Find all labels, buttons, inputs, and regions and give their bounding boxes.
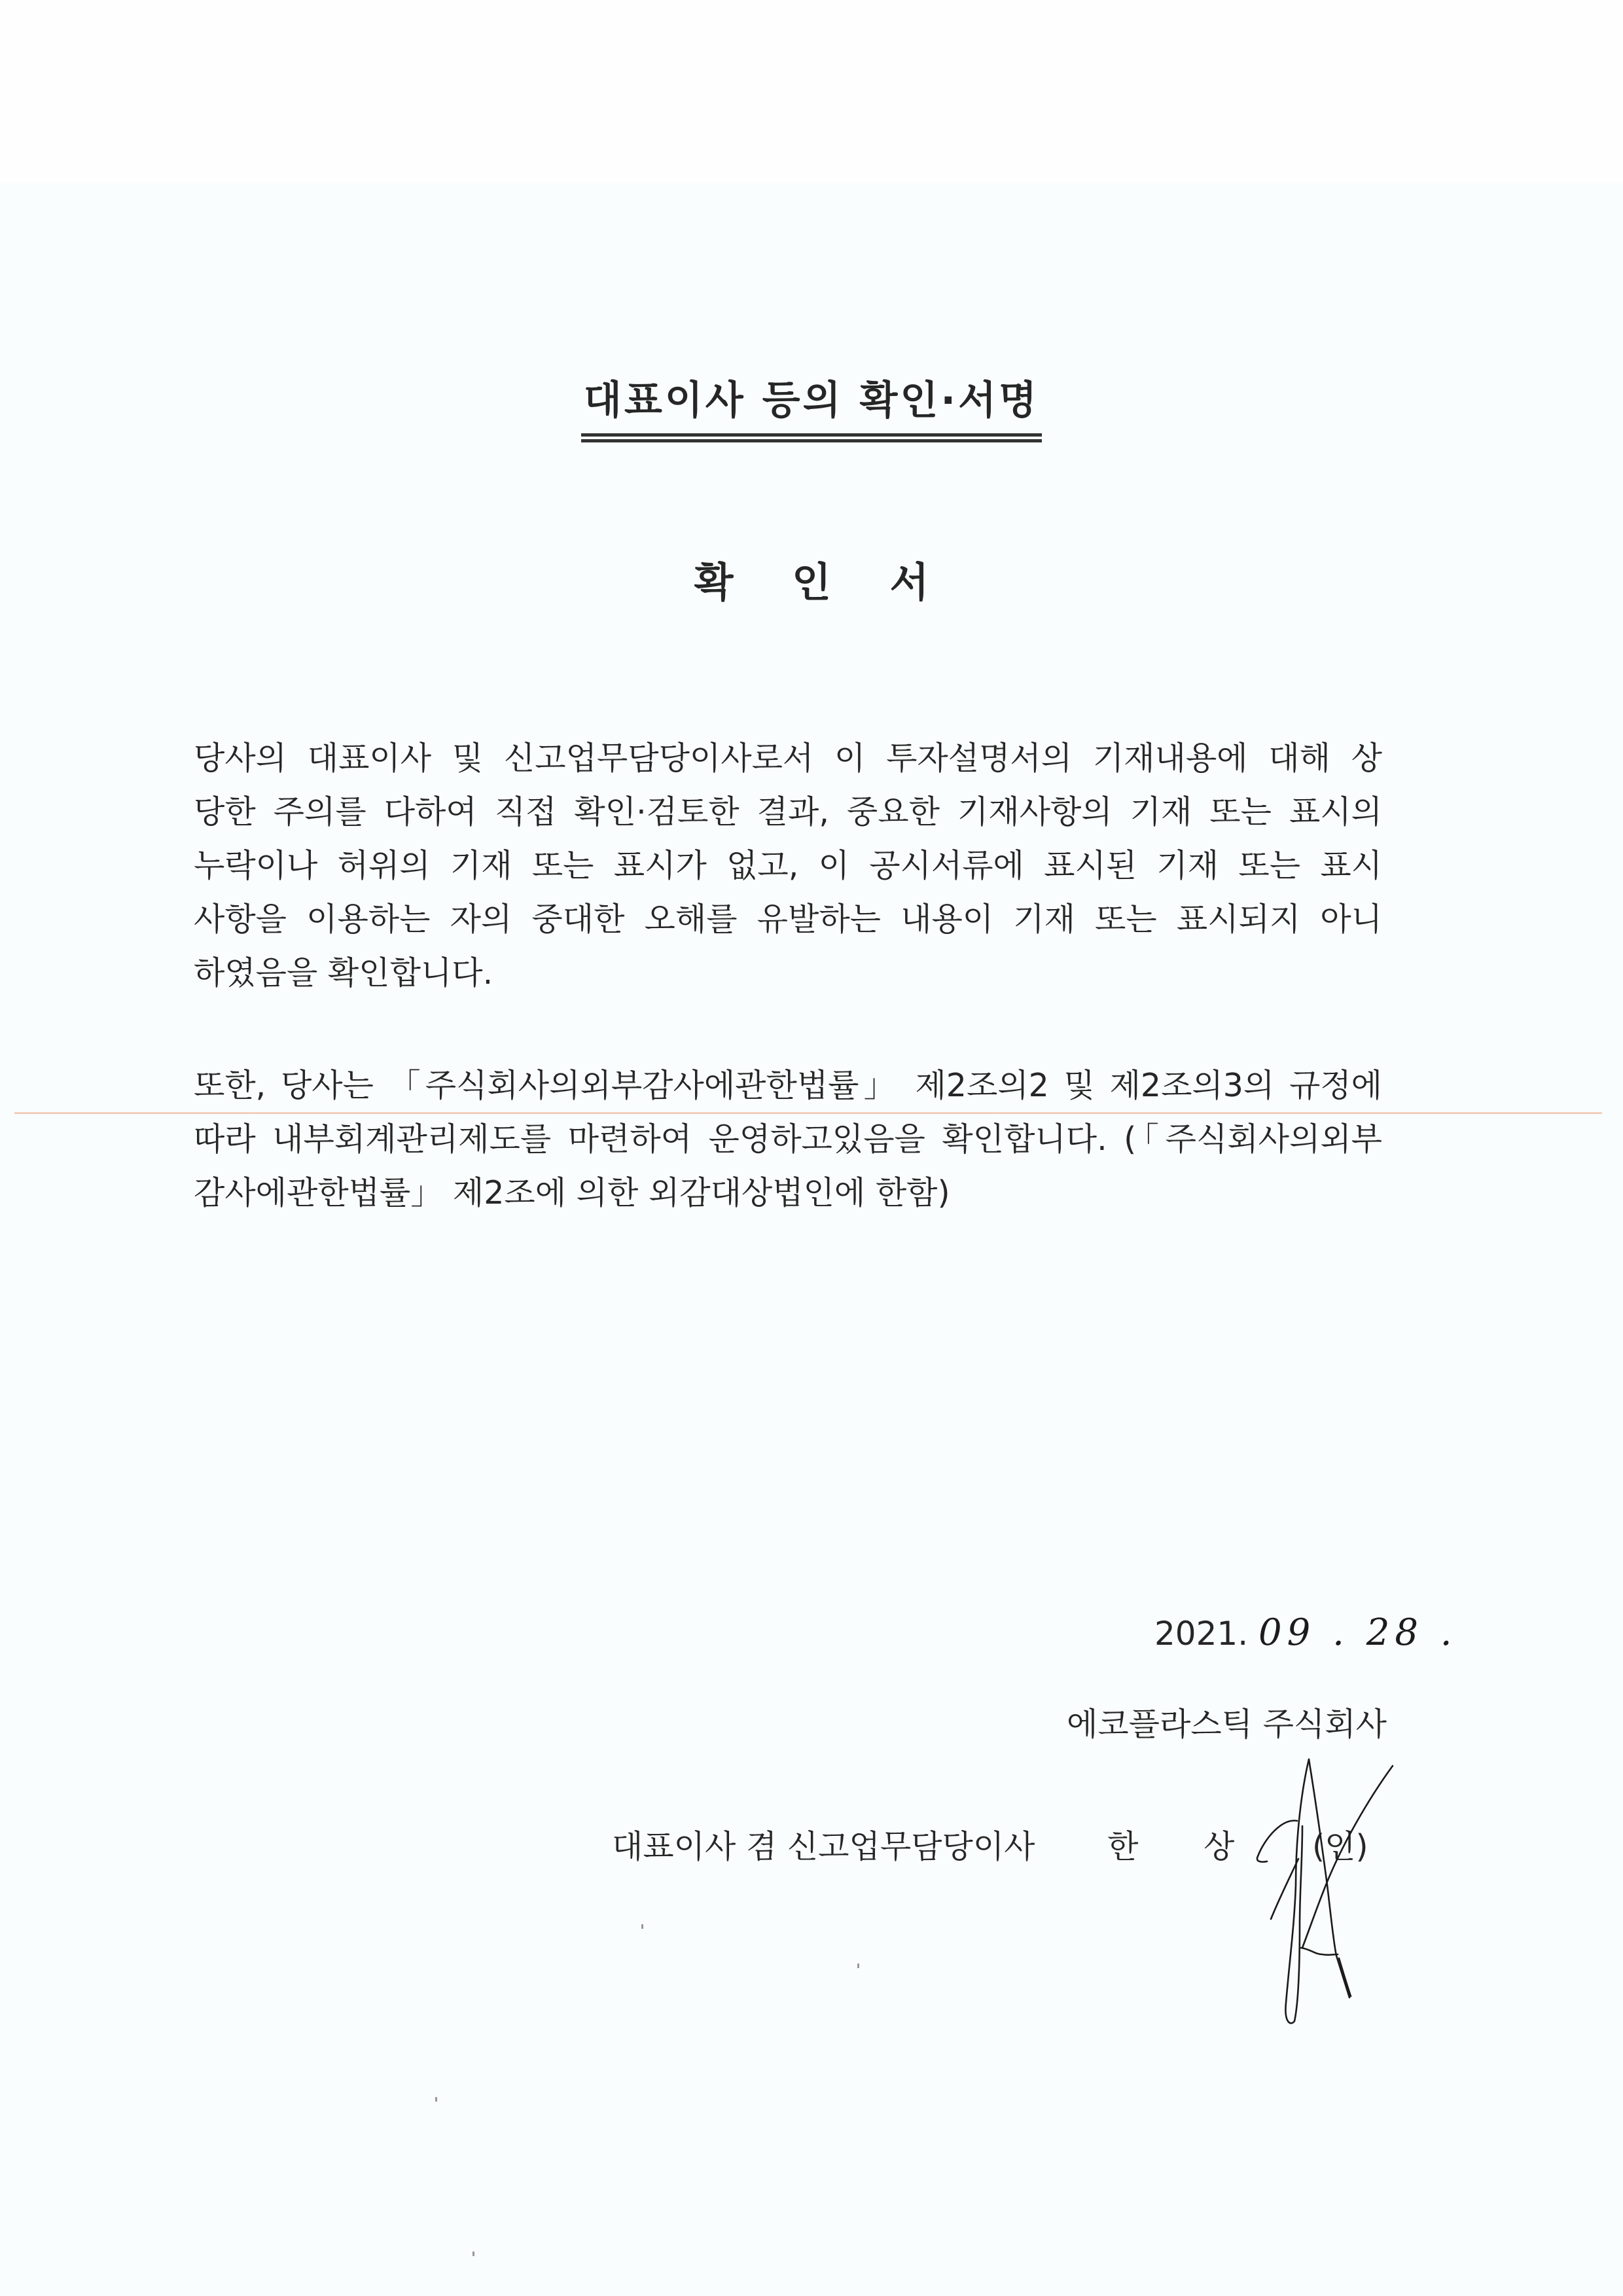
- signer-title: 대표이사 겸 신고업무담당이사: [612, 1828, 1035, 1865]
- confirmation-paragraph: [194, 732, 1382, 1000]
- paragraph-line: 감사에관한법률」 제2조에 의한 외감대상법인에 한함): [194, 1174, 950, 1211]
- document-subtitle: 확 인 서: [694, 558, 952, 606]
- paragraph-line: 당한 주의를 다하여 직접 확인·검토한 결과, 중요한 기재사항의 기재 또는 표시의: [194, 793, 1382, 831]
- signing-date: [1154, 1610, 1457, 1657]
- date-handwritten-month-day: 09 . 28 .: [1258, 1611, 1457, 1654]
- paragraph-line: 누락이나 허위의 기재 또는 표시가 없고, 이 공시서류에 표시된 기재 또는 표시: [194, 847, 1382, 884]
- signer-line: [612, 1824, 1262, 1870]
- company-name: 에코플라스틱 주식회사: [1067, 1706, 1387, 1743]
- scan-speck: [641, 1924, 643, 1929]
- scan-speck: [857, 1964, 859, 1968]
- paragraph-line: 또한, 당사는 「주식회사의외부감사에관한법률」 제2조의2 및 제2조의3의 규정에: [194, 1067, 1382, 1104]
- paragraph-line: 따라 내부회계관리제도를 마련하여 운영하고있음을 확인합니다. (「주식회사의외부: [194, 1121, 1382, 1158]
- scanner-artifact-line: [14, 1112, 1602, 1114]
- paragraph-line: 당사의 대표이사 및 신고업무담당이사로서 이 투자설명서의 기재내용에 대해 상: [194, 740, 1382, 777]
- handwritten-signature-icon: [1204, 1728, 1414, 2029]
- paragraph-line: 사항을 이용하는 자의 중대한 오해를 유발하는 내용이 기재 또는 표시되지 아니: [194, 901, 1382, 938]
- signer-name: 한 상: [1107, 1828, 1262, 1865]
- document-title: [0, 374, 1623, 442]
- seal-placeholder: (인): [1312, 1828, 1368, 1865]
- document-title-text: 대표이사 등의 확인·서명: [581, 374, 1042, 442]
- date-year: 2021.: [1154, 1615, 1249, 1653]
- scan-speck: [435, 2097, 437, 2102]
- scan-speck: [473, 2251, 474, 2256]
- paragraph-line: 하였음을 확인합니다.: [194, 954, 493, 992]
- internal-control-paragraph: [194, 1059, 1382, 1220]
